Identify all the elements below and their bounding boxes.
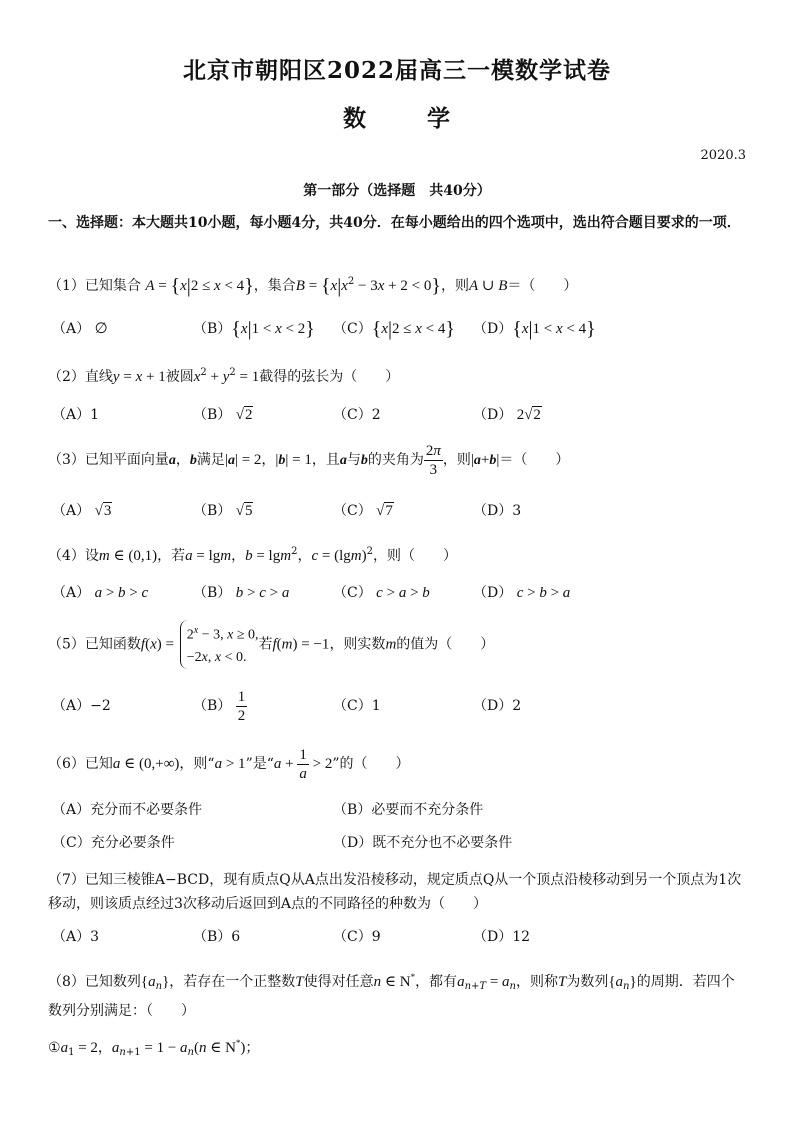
- q7-option-c[interactable]: （C）9: [333, 929, 381, 945]
- question-1: （1）已知集合 A = {x|2 ≤ x < 4}，集合$B = \{x|x^2 - 3x + 2 < 0\}$，则A ∪ B＝（ ）: [48, 275, 578, 297]
- q1-option-a[interactable]: （A） ∅: [52, 321, 108, 337]
- q2-option-c[interactable]: （C）2: [333, 407, 381, 423]
- q1-option-b[interactable]: （B）{x|1 < x < 2}: [193, 318, 315, 340]
- q4-option-d[interactable]: （D） c > b > a: [473, 585, 571, 601]
- question-8: （8）已知数列$\{a_n\}$，若存在一个正整数T使得对任意n ∈ N*，都有$a_{n+T} = a_n$，则称T为数列$\{a_n\}$的周期．若四个数列分别满足：（ ）: [48, 972, 735, 1019]
- q3-option-d[interactable]: （D）3: [473, 503, 522, 519]
- q5-option-b[interactable]: （B） $\frac{1}{2}$: [193, 688, 246, 724]
- q5-option-d[interactable]: （D）2: [473, 698, 522, 714]
- q6-option-c[interactable]: （C）充分必要条件: [52, 835, 175, 851]
- subject-title: 数 学: [343, 105, 451, 132]
- q3-option-c[interactable]: （C） √7: [333, 503, 393, 519]
- q4-option-a[interactable]: （A） a > b > c: [52, 585, 149, 601]
- q7-option-a[interactable]: （A）3: [52, 929, 100, 945]
- q5-option-a[interactable]: （A）−2: [52, 698, 111, 714]
- question-2: （2）直线y = x + 1被圆$x^2 + y^2 = 1$截得的弦长为（ ）: [48, 367, 400, 385]
- question-4: （4）设m ∈ (0,1)，若a = lgm，b = lgm$^2$，$c = (\lg m)^2$，则（ ）: [48, 546, 457, 564]
- q2-option-b[interactable]: （B） √2: [193, 407, 253, 423]
- exam-title: 北京市朝阳区2022届高三一模数学试卷: [182, 57, 611, 84]
- q7-option-b[interactable]: （B）6: [193, 929, 241, 945]
- q1-option-d[interactable]: （D）{x|1 < x < 4}: [473, 318, 596, 340]
- q4-option-c[interactable]: （C） c > a > b: [333, 585, 430, 601]
- q6-option-d[interactable]: （D）既不充分也不必要条件: [333, 835, 513, 851]
- question-3: （3）已知平面向量a，b满足|a| = 2，|b| = 1，且a与b的夹角为 $\frac{2\pi}{3}$ ，则|a+b|＝（ ）: [48, 442, 570, 478]
- question-7: （7）已知三棱锥A−BCD，现有质点Q从A点出发沿棱移动，规定质点Q从一个顶点沿棱移动到另一个顶点为1次移动，则该质点经过3次移动后返回到A点的不同路径的种数为（ ）: [48, 872, 742, 912]
- part-title: 第一部分（选择题 共40分）: [303, 183, 491, 199]
- q3-option-b[interactable]: （B） √5: [193, 503, 253, 519]
- q8-item-1: $①a_1 = 2$，$a_{n+1} = 1 - a_n(n$ ∈ N*)；: [48, 1038, 260, 1058]
- q6-option-a[interactable]: （A）充分而不必要条件: [52, 802, 203, 818]
- question-6: （6）已知a ∈ (0,+∞)，则“a > 1”是“a + $\frac{1}{a}$ > 2”的（ ）: [48, 746, 410, 782]
- q2-option-a[interactable]: （A）1: [52, 407, 100, 423]
- q2-option-d[interactable]: （D） 2√2: [473, 407, 541, 423]
- exam-date: 2020.3: [700, 148, 746, 163]
- q1-option-c[interactable]: （C）{x|2 ≤ x < 4}: [333, 318, 455, 340]
- q4-option-b[interactable]: （B） b > c > a: [193, 585, 290, 601]
- q6-option-b[interactable]: （B）必要而不充分条件: [333, 802, 484, 818]
- q5-option-c[interactable]: （C）1: [333, 698, 381, 714]
- q7-option-d[interactable]: （D）12: [473, 929, 531, 945]
- question-5: （5）已知函数f(x) = $2^x - 3$, x ≥ 0, −2x, x < 0. 若f(m) = −1，则实数m的值为（ ）: [48, 620, 494, 669]
- q3-option-a[interactable]: （A） √3: [52, 503, 112, 519]
- section-intro: 一、选择题：本大题共10小题，每小题4分，共40分．在每小题给出的四个选项中，选出符合题目要求的一项．: [48, 215, 741, 231]
